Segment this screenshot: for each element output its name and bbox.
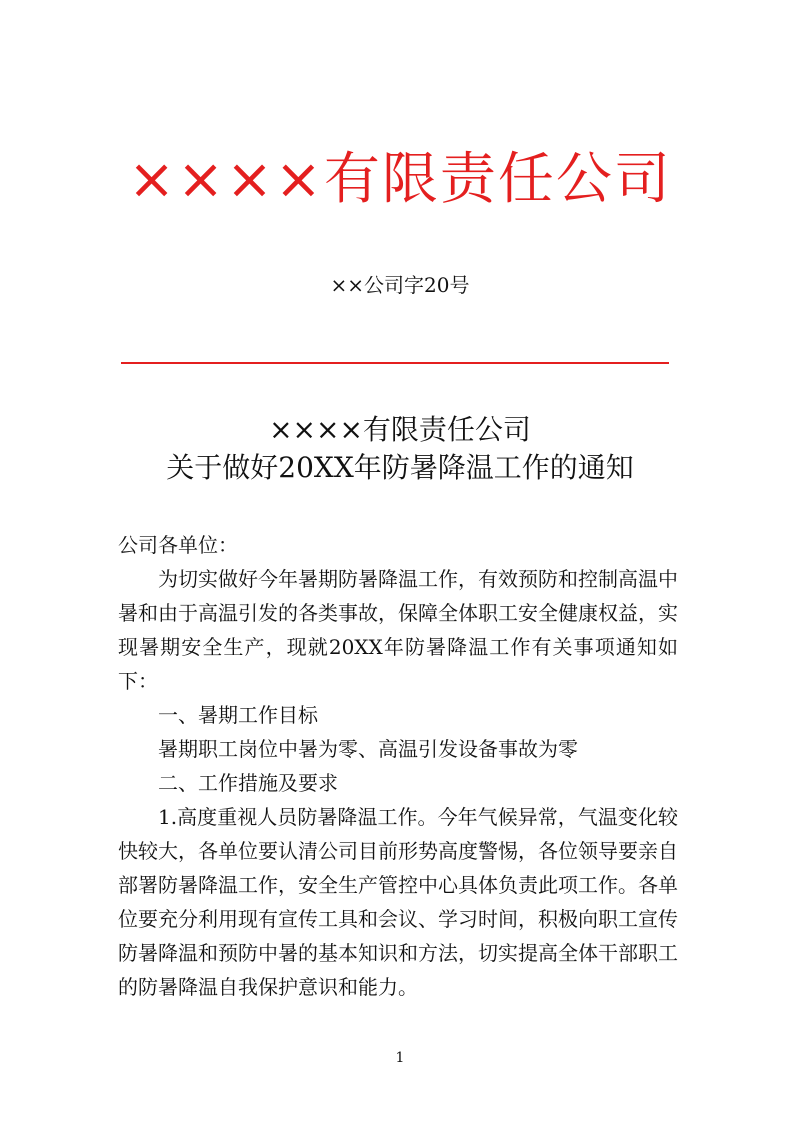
intro-paragraph: 为切实做好今年暑期防暑降温工作，有效预防和控制高温中暑和由于高温引发的各类事故，保障全体职工安全健康权益，实现暑期安全生产，现就20XX年防暑降温工作有关事项通知如下： bbox=[118, 567, 678, 693]
section-heading-1: 一、暑期工作目标 bbox=[158, 703, 318, 727]
document-body bbox=[118, 528, 678, 1004]
red-divider-line bbox=[121, 362, 669, 364]
measure-item-1: 1.高度重视人员防暑降温工作。今年气候异常，气温变化较快较大，各单位要认清公司目前形势高度警惕，各位领导要亲自部署防暑降温工作，安全生产管控中心具体负责此项工作。各单位要充分利用现有宣传工具和会议、学习时间，积极向职工宣传防暑降温和预防中暑的基本知识和方法，切实提高全体干部职工的防暑降温自我保护意识和能力。 bbox=[118, 805, 678, 999]
document-number: ××公司字20号 bbox=[330, 273, 470, 297]
document-title-company: ××××有限责任公司 bbox=[269, 413, 531, 446]
document-title-subject: 关于做好20XX年防暑降温工作的通知 bbox=[166, 451, 634, 484]
salutation: 公司各单位： bbox=[118, 533, 238, 557]
section-heading-2: 二、工作措施及要求 bbox=[158, 771, 338, 795]
letterhead-company-name: ××××有限责任公司 bbox=[128, 147, 672, 212]
page-number: 1 bbox=[395, 1050, 405, 1066]
section-content-1: 暑期职工岗位中暑为零、高温引发设备事故为零 bbox=[158, 737, 578, 761]
